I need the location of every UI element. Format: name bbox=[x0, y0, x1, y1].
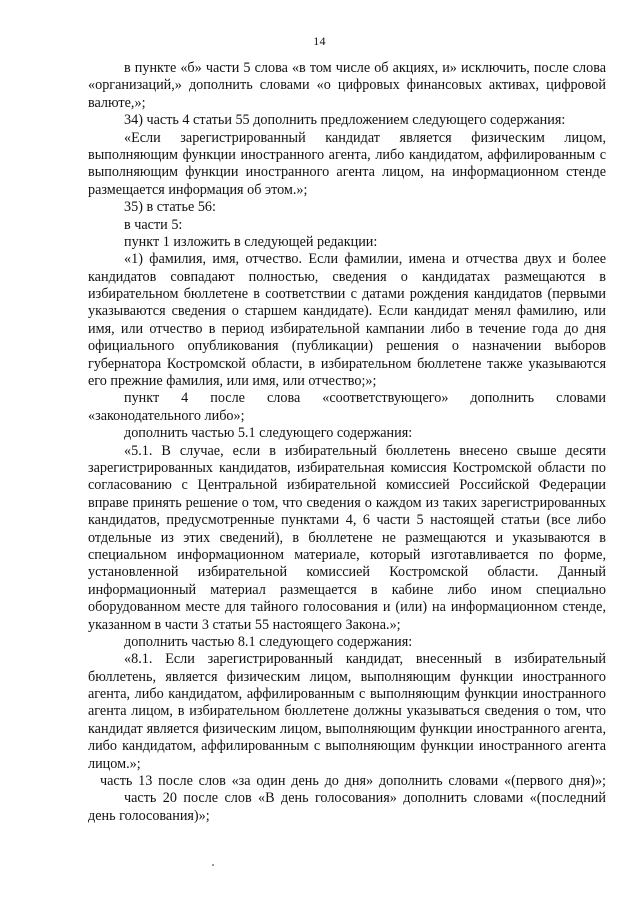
text-line: в части 5: bbox=[124, 216, 183, 233]
text-line: согласованию с Центральной избирательной комиссией Российской Федерации bbox=[88, 477, 606, 494]
text-line: кандидатов совпадают полностью, сведения о кандидатах размещаются в bbox=[88, 268, 606, 285]
text-line: пункт 1 изложить в следующей редакции: bbox=[124, 233, 378, 250]
text-line: «1) фамилия, имя, отчество. Если фамилии, имена и отчества двух и более bbox=[124, 251, 606, 268]
text-line: 35) в статье 56: bbox=[124, 199, 216, 216]
text-line: «организаций,» дополнить словами «о цифровых финансовых активах, цифровой bbox=[88, 77, 606, 94]
text-line: указанном в части 3 статьи 55 настоящего Закона.»; bbox=[88, 616, 401, 633]
text-line: дополнить частью 8.1 следующего содержания: bbox=[124, 633, 413, 650]
text-line: лицом.»; bbox=[88, 755, 141, 772]
text-line: избирательном бюллетене в соответствии с датами рождения кандидатов (первыми bbox=[88, 286, 606, 303]
text-line: валюте,»; bbox=[88, 94, 146, 111]
text-line: оборудованном месте для тайного голосования и (или) на информационном стенде, bbox=[88, 599, 606, 616]
text-line: «8.1. Если зарегистрированный кандидат, внесенный в избирательный bbox=[124, 651, 606, 668]
text-line: бюллетень, является физическим лицом, выполняющим функции иностранного bbox=[88, 668, 606, 685]
text-line: зарегистрированных кандидатов, избирательная комиссия Костромской области по bbox=[88, 459, 606, 476]
text-line: в пункте «б» части 5 слова «в том числе об акциях, и» исключить, после слова bbox=[124, 60, 606, 76]
text-line: размещается информация об этом.»; bbox=[88, 181, 308, 198]
text-line: официального опубликования (публикации) решения о назначении выборов bbox=[88, 338, 606, 355]
text-line: «законодательного либо»; bbox=[88, 407, 245, 424]
page-number: 14 bbox=[313, 34, 326, 48]
text-line: информационный материал размещается в кабине либо ином специально bbox=[88, 581, 606, 598]
text-line: 34) часть 4 статьи 55 дополнить предложением следующего содержания: bbox=[124, 112, 566, 129]
text-line: часть 13 после слов «за один день до дня» дополнить словами «(первого дня)»; bbox=[100, 773, 606, 790]
text-line: дополнить частью 5.1 следующего содержания: bbox=[124, 425, 413, 442]
text-line: агента лицом, в избирательном бюллетене должны указываться сведения о том, что bbox=[88, 703, 606, 720]
text-line: отдельные из этих сведений), в бюллетене не размещаются и указываются в bbox=[88, 529, 606, 546]
text-line: кандидатов, предусмотренные пунктами 4, 6 части 5 настоящей статьи (все либо bbox=[88, 512, 606, 529]
text-line: пункт 4 после слова «соответствующего» дополнить словами bbox=[124, 390, 606, 407]
text-line: «Если зарегистрированный кандидат является физическим лицом, bbox=[124, 129, 606, 146]
text-line: часть 20 после слов «В день голосования» дополнить словами «(последний bbox=[124, 790, 606, 807]
document-body bbox=[88, 60, 606, 825]
text-line: выполняющим функции иностранного агента, либо кандидатом, аффилированным с bbox=[88, 146, 606, 163]
text-line: день голосования)»; bbox=[88, 807, 210, 824]
text-line: имя, или отчество в период избирательной кампании либо в течение года до дня bbox=[88, 320, 606, 337]
text-line: вправе принять решение о том, что сведения о каждом из таких зарегистрированных bbox=[88, 494, 606, 511]
text-line: специальном информационном материале, который изготавливается по форме, bbox=[88, 546, 606, 563]
text-line: его прежние фамилия, или имя, или отчество;»; bbox=[88, 373, 377, 390]
text-line: выполняющим функции иностранного агента лицом, на информационном стенде bbox=[88, 164, 606, 181]
text-line: агента, либо кандидатом, аффилированным с выполняющим функции иностранного bbox=[88, 686, 606, 703]
text-line: «5.1. В случае, если в избирательный бюллетень внесено свыше десяти bbox=[124, 442, 606, 459]
scan-speck bbox=[212, 864, 214, 866]
text-line: указываются сведения о старшем кандидате). Если кандидат менял фамилию, или bbox=[88, 303, 606, 320]
text-line: установленной избирательной комиссией Костромской области. Данный bbox=[88, 564, 606, 581]
text-line: либо кандидатом, аффилированным с выполняющим функции иностранного агента bbox=[88, 738, 606, 755]
text-line: кандидат является физическим лицом, выполняющим функции иностранного агента, bbox=[88, 720, 606, 737]
text-line: губернатора Костромской области, в избирательном бюллетене также указываются bbox=[88, 355, 606, 372]
